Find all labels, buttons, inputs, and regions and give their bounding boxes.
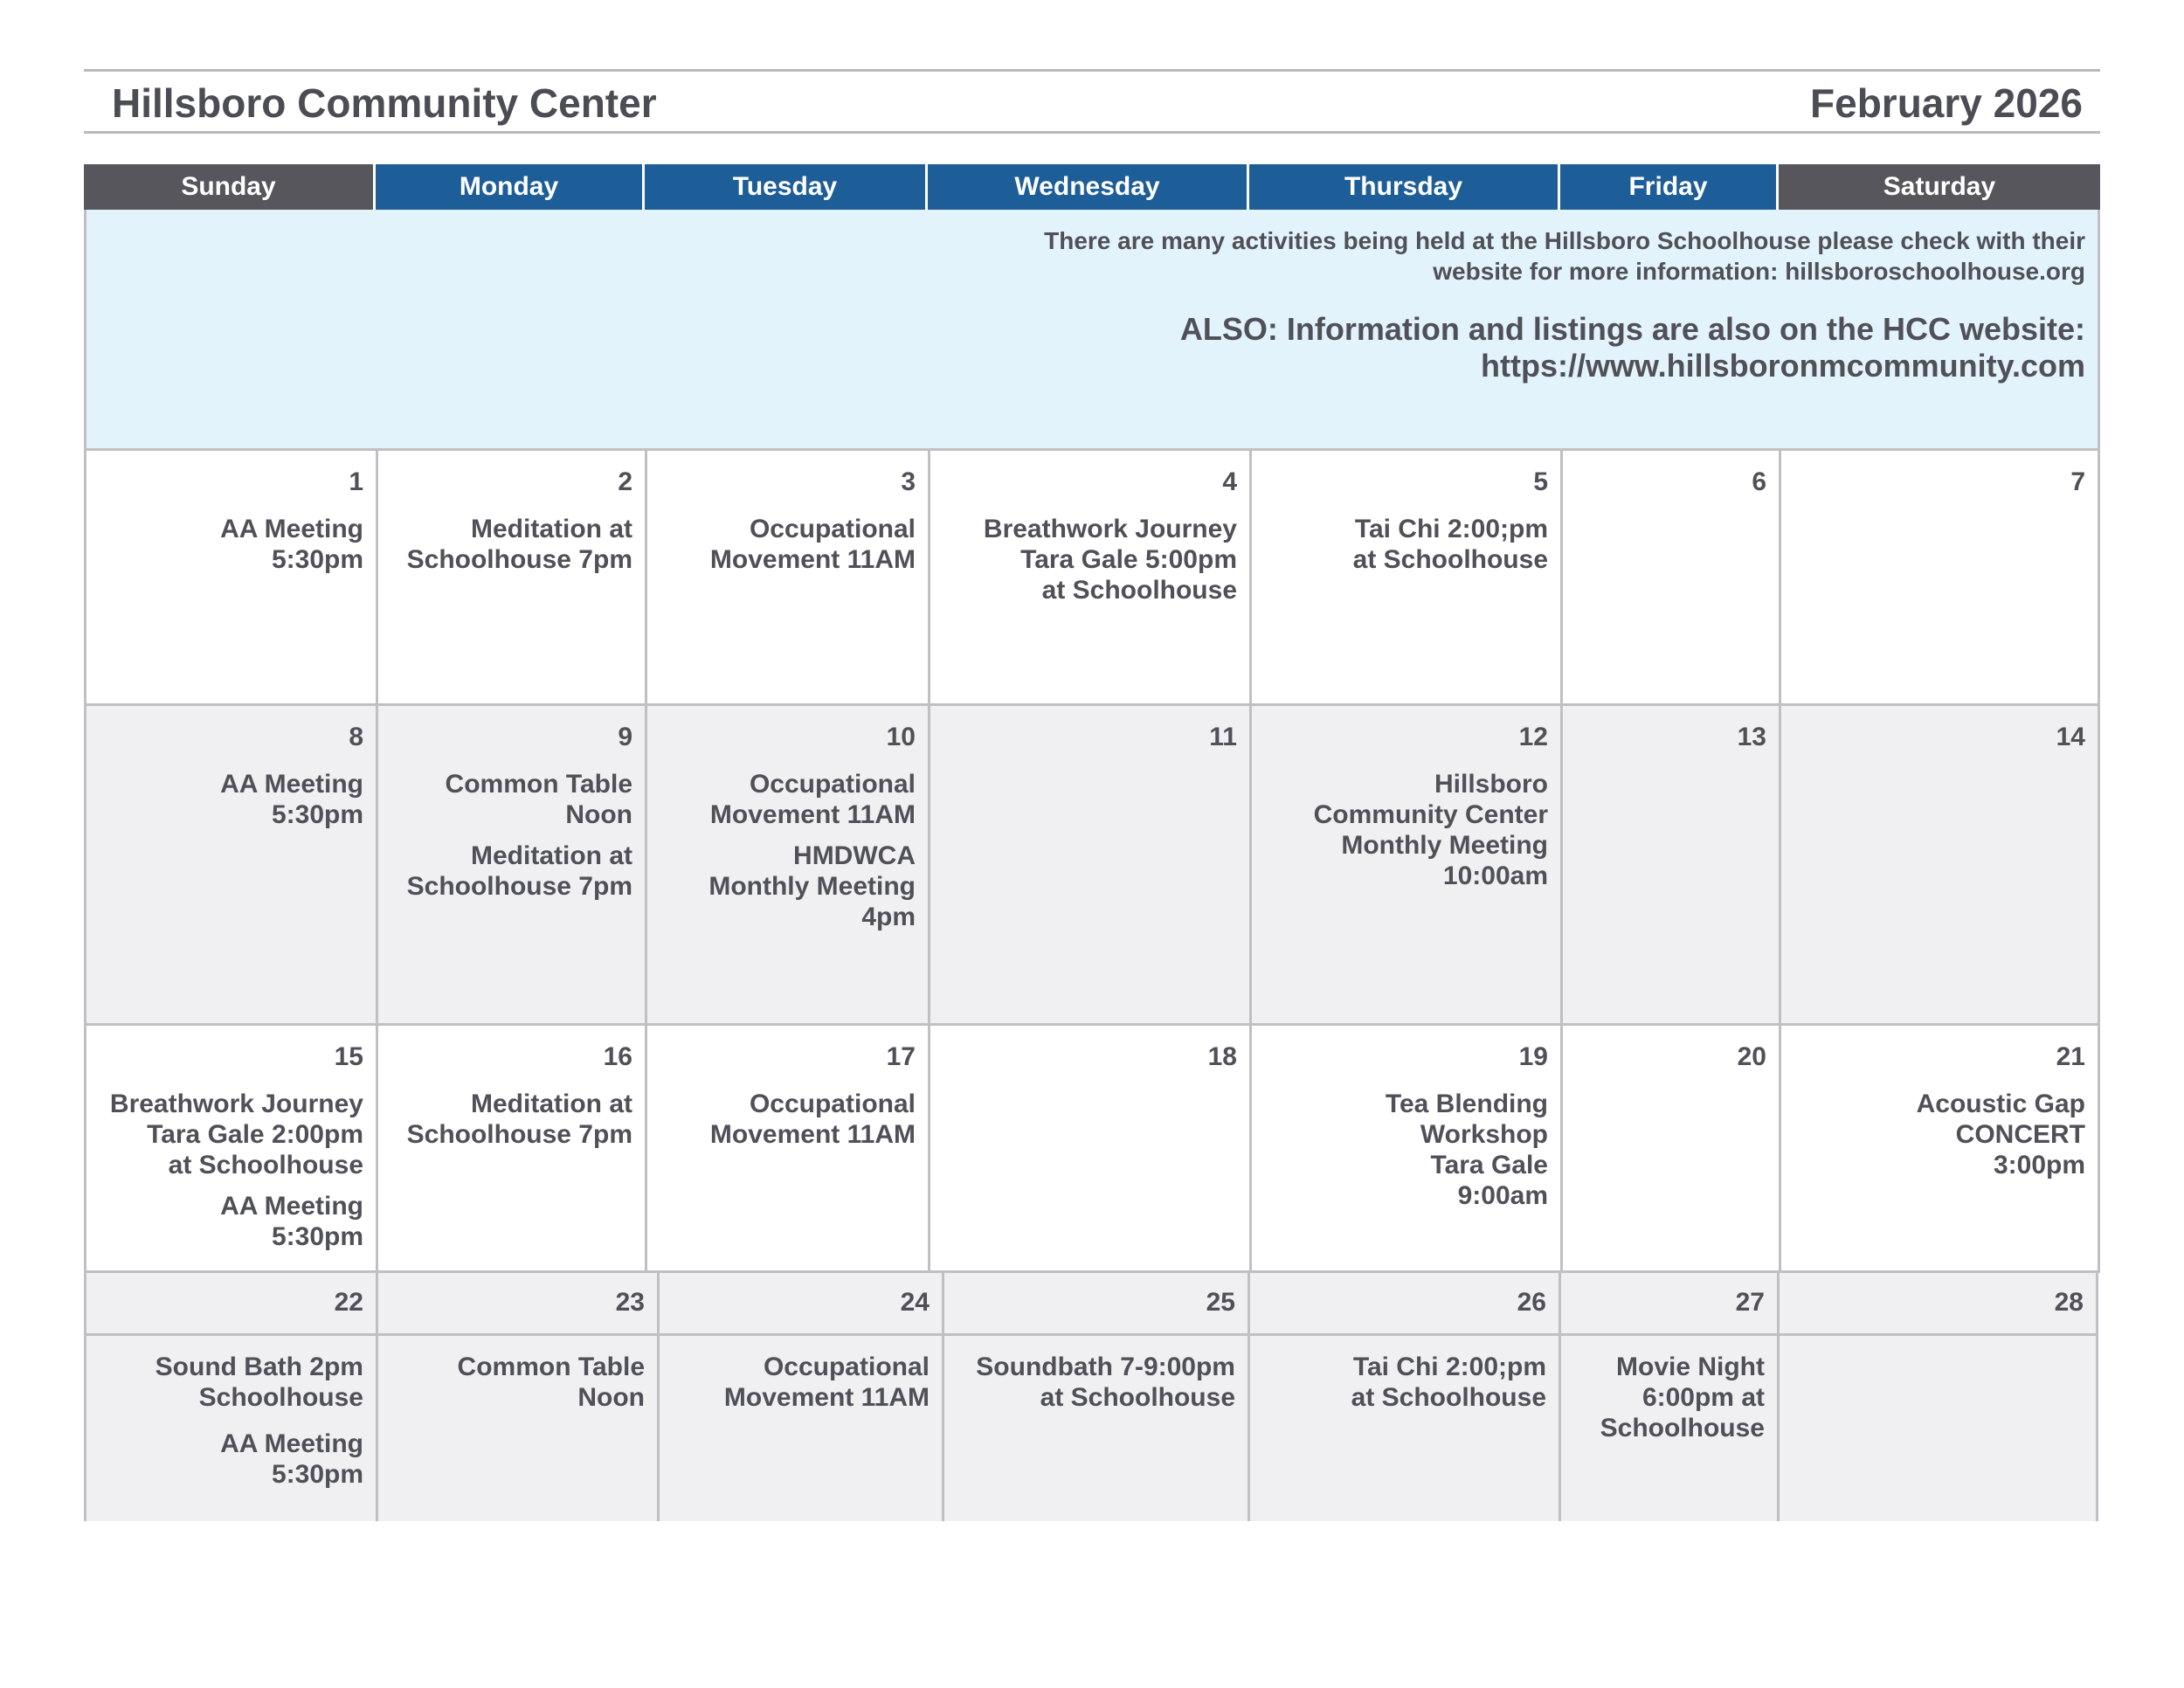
day-number: 12 (1518, 723, 1548, 751)
day-cell (84, 706, 376, 1026)
event-text: Occupational Movement 11AM (723, 1352, 930, 1412)
event-text: Meditation at Schoolhouse 7pm (406, 841, 632, 901)
weekday-tuesday: Tuesday (645, 164, 928, 210)
day-cell (657, 1273, 942, 1336)
day-number: 19 (1518, 1042, 1548, 1071)
week-4-events (84, 1336, 2100, 1521)
day-cell (84, 451, 376, 706)
event-text: Sound Bath 2pm Schoolhouse (155, 1352, 363, 1412)
month-title: February 2026 (1810, 80, 2083, 126)
day-cell (376, 451, 645, 706)
day-number: 9 (618, 723, 632, 751)
day-number: 22 (334, 1288, 363, 1317)
event-text: Breathwork Journey Tara Gale 2:00pm at Schoolhouse (109, 1090, 363, 1180)
day-events-cell (1777, 1336, 2098, 1521)
day-cell (84, 1026, 376, 1273)
event-text: Movie Night 6:00pm at Schoolhouse (1600, 1352, 1765, 1442)
day-number: 18 (1207, 1042, 1237, 1071)
day-cell (1249, 451, 1560, 706)
page-title: Hillsboro Community Center (112, 80, 657, 126)
day-cell (645, 1026, 928, 1273)
weekday-wednesday: Wednesday (928, 164, 1249, 210)
event-text: Common Table Noon (457, 1352, 645, 1412)
day-number: 4 (1222, 467, 1237, 496)
event-text: Common Table Noon (445, 770, 632, 829)
day-cell (1779, 1026, 2100, 1273)
week-row-4 (84, 1273, 2100, 1521)
weekday-thursday: Thursday (1249, 164, 1560, 210)
event-text: Meditation at Schoolhouse 7pm (406, 1090, 632, 1149)
day-number: 25 (1206, 1288, 1235, 1317)
event-text: Hillsboro Community Center Monthly Meeting 10:00am (1313, 770, 1548, 890)
day-cell (1249, 1026, 1560, 1273)
day-events-cell (84, 1336, 376, 1521)
day-cell (1249, 706, 1560, 1026)
day-cell (1560, 451, 1779, 706)
day-number: 10 (886, 723, 916, 751)
notice-schoolhouse-text: There are many activities being held at the Hillsboro Schoolhouse please check with their website for more information: hillsboroschoolhouse.org (1044, 227, 2085, 285)
day-cell (928, 1026, 1249, 1273)
day-events-cell (376, 1336, 657, 1521)
day-cell (376, 1273, 657, 1336)
day-number: 1 (349, 467, 363, 496)
bottom-rule (84, 131, 2100, 134)
day-cell (1779, 451, 2100, 706)
day-events-cell (942, 1336, 1248, 1521)
day-number: 20 (1737, 1042, 1766, 1071)
day-events-cell (1559, 1336, 1777, 1521)
day-cell (1777, 1273, 2098, 1336)
day-cell (1560, 1026, 1779, 1273)
day-cell (376, 706, 645, 1026)
day-number: 2 (618, 467, 632, 496)
weekday-saturday: Saturday (1779, 164, 2100, 210)
event-text: AA Meeting 5:30pm (220, 1192, 363, 1251)
week-4-day-numbers (84, 1273, 2100, 1336)
day-cell (84, 1273, 376, 1336)
day-number: 26 (1517, 1288, 1546, 1317)
day-cell (928, 451, 1249, 706)
day-number: 27 (1735, 1288, 1765, 1317)
day-number: 3 (901, 467, 916, 496)
day-number: 24 (900, 1288, 930, 1317)
day-cell (1779, 706, 2100, 1026)
day-cell (1248, 1273, 1559, 1336)
event-text: HMDWCA Monthly Meeting 4pm (708, 841, 916, 931)
notice-website-text: ALSO: Information and listings are also on the HCC website: https://www.hillsboronmcommunity.com (1179, 311, 2085, 384)
event-text: Acoustic Gap CONCERT 3:00pm (1916, 1090, 2085, 1180)
day-number: 6 (1752, 467, 1766, 496)
day-cell (645, 451, 928, 706)
event-text: AA Meeting 5:30pm (220, 515, 363, 574)
day-number: 14 (2056, 723, 2085, 751)
day-number: 28 (2054, 1288, 2084, 1317)
day-cell (645, 706, 928, 1026)
week-row-3 (84, 1026, 2100, 1273)
weekday-sunday: Sunday (84, 164, 376, 210)
notice-banner (84, 210, 2100, 451)
day-number: 13 (1737, 723, 1766, 751)
day-events-cell (657, 1336, 942, 1521)
day-number: 23 (615, 1288, 645, 1317)
top-rule (84, 69, 2100, 72)
week-row-2 (84, 706, 2100, 1026)
day-events-cell (1248, 1336, 1559, 1521)
event-text: Meditation at Schoolhouse 7pm (406, 515, 632, 574)
week-row-1 (84, 451, 2100, 706)
day-number: 21 (2056, 1042, 2085, 1071)
calendar-grid (84, 164, 2100, 1521)
weekday-monday: Monday (376, 164, 645, 210)
day-number: 16 (603, 1042, 632, 1071)
weekday-friday: Friday (1560, 164, 1779, 210)
event-text: Breathwork Journey Tara Gale 5:00pm at Schoolhouse (983, 515, 1237, 605)
day-number: 15 (334, 1042, 363, 1071)
day-cell (928, 706, 1249, 1026)
event-text: Tai Chi 2:00;pm at Schoolhouse (1351, 1352, 1546, 1412)
day-number: 5 (1533, 467, 1548, 496)
day-number: 7 (2070, 467, 2085, 496)
event-text: Occupational Movement 11AM (709, 1090, 916, 1149)
event-text: Occupational Movement 11AM (709, 515, 916, 574)
day-cell (376, 1026, 645, 1273)
day-cell (1560, 706, 1779, 1026)
event-text: Tai Chi 2:00;pm at Schoolhouse (1352, 515, 1548, 574)
event-text: AA Meeting 5:30pm (220, 1429, 363, 1489)
event-text: Soundbath 7-9:00pm at Schoolhouse (976, 1352, 1235, 1412)
weekday-header-row (84, 164, 2100, 210)
day-cell (942, 1273, 1248, 1336)
event-text: Occupational Movement 11AM (709, 770, 916, 829)
event-text: Tea Blending Workshop Tara Gale 9:00am (1385, 1090, 1548, 1210)
day-number: 8 (349, 723, 363, 751)
day-cell (1559, 1273, 1777, 1336)
event-text: AA Meeting 5:30pm (220, 770, 363, 829)
day-number: 11 (1209, 723, 1237, 751)
day-number: 17 (886, 1042, 916, 1071)
